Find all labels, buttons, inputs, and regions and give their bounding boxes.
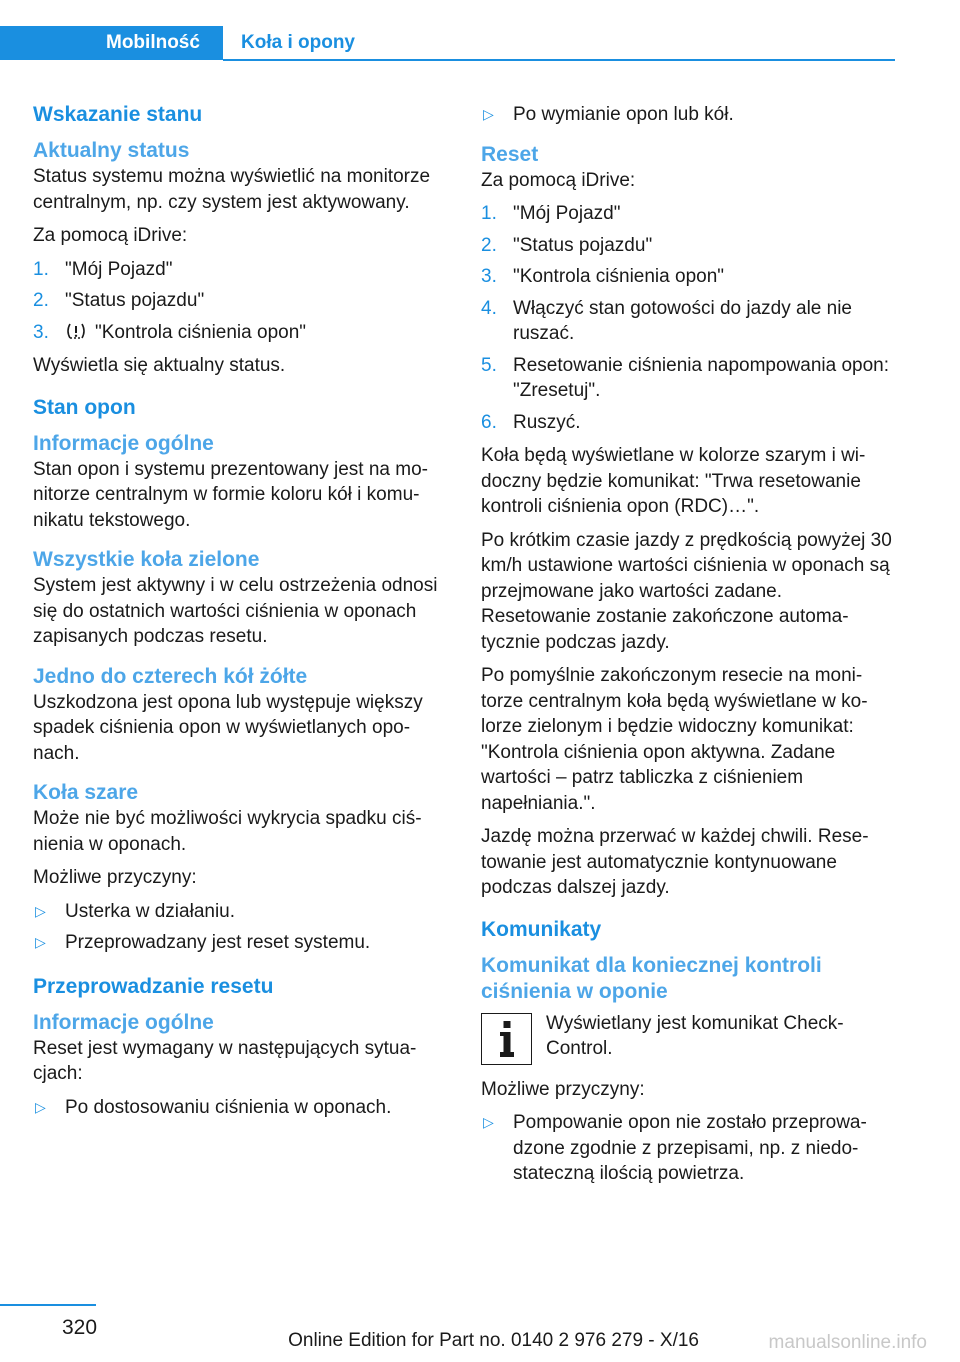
heading-reset: Reset — [481, 142, 539, 166]
paragraph-general: Stan opon i systemu prezentowany jest na monitorze centralnym w formie koloru kół i komunikatu tekstowego. — [33, 458, 428, 531]
paragraph-reset-needed: Reset jest wymagany w następujących sytuacjach: — [33, 1037, 417, 1084]
list-item: 2. "Status pojazdu" — [481, 234, 653, 256]
list-item: ▷ Usterka w działaniu. — [33, 899, 445, 925]
left-column — [33, 102, 445, 1128]
header-divider — [223, 59, 895, 61]
bullet-triangle-icon: ▷ — [483, 1114, 494, 1130]
bullet-triangle-icon: ▷ — [483, 106, 494, 122]
paragraph-causes: Możliwe przyczyny: — [33, 867, 197, 888]
list-item: ▷ Po wymianie opon lub kół. — [481, 102, 893, 128]
list-item: 5. Resetowanie ciśnienia napompowania opon: "Zresetuj". — [481, 354, 890, 401]
list-item: 1. "Mój Pojazd" — [481, 203, 621, 224]
tab-kola-i-opony[interactable]: Koła i opony — [241, 32, 355, 53]
list-item: 2. "Status pojazdu" — [33, 290, 205, 311]
heading-aktualny-status: Aktualny status — [33, 139, 190, 162]
heading-stan-opon: Stan opon — [33, 395, 136, 419]
bullet-triangle-icon: ▷ — [35, 1098, 46, 1115]
bullet-triangle-icon: ▷ — [35, 902, 46, 919]
check-control-note — [481, 1011, 893, 1065]
list-item: ▷ Pompowanie opon nie zostało przeprowadzone zgodnie z przepisami, np. z niedostateczną ilością powietrza. — [483, 1112, 867, 1184]
paragraph-interrupt: Jazdę można przerwać w każdej chwili. Resetowanie jest automatycznie kontynuowane podczas dalszej jazdy. — [481, 826, 869, 898]
paragraph-shows-status: Wyświetla się aktualny status. — [33, 355, 286, 376]
list-item: 6. Ruszyć. — [481, 411, 581, 433]
bullet-triangle-icon: ▷ — [35, 934, 46, 950]
heading-wszystkie-zielone: Wszystkie koła zielone — [33, 548, 260, 571]
causes-list-2 — [481, 1110, 893, 1187]
header-tabs — [0, 26, 355, 60]
heading-zolte: Jedno do czterech kół żółte — [33, 664, 308, 688]
reset-steps-list — [481, 201, 893, 435]
heading-komunikaty: Komunikaty — [481, 917, 602, 941]
list-item: 1. "Mój Pojazd" — [33, 258, 173, 280]
heading-komunikat-kontroli: Komunikat dla koniecznej kontroli ciśnienia w oponie — [481, 953, 822, 1003]
reset-cases-list — [33, 1095, 445, 1121]
paragraph-grey-display: Koła będą wyświetlane w kolorze szarym i widoczny będzie komunikat: "Trwa resetowanie kontroli ciśnienia opon (RDC)…". — [481, 445, 866, 517]
page-number: 320 — [62, 1316, 98, 1339]
heading-przeprowadzanie-resetu: Przeprowadzanie resetu — [33, 974, 274, 998]
info-icon — [481, 1013, 532, 1065]
paragraph-grey: Może nie być możliwości wykrycia spadku ciśnienia w oponach. — [33, 808, 422, 855]
watermark: manualsonline.info — [768, 1332, 927, 1353]
list-item: 3. "Kontrola ciśnienia opon" — [33, 321, 307, 343]
heading-kola-szare: Koła szare — [33, 781, 139, 804]
right-column — [481, 102, 893, 1195]
paragraph-idrive: Za pomocą iDrive: — [33, 225, 188, 246]
paragraph-current-status: Status systemu można wyświetlić na monitorze centralnym, np. czy system jest aktywowany. — [33, 166, 431, 213]
note-text: Wyświetlany jest komunikat Check-Control. — [546, 1012, 844, 1059]
tab-mobilnosc[interactable]: Mobilność — [0, 26, 223, 60]
list-item: ▷ Po dostosowaniu ciśnienia w oponach. — [33, 1095, 445, 1121]
paragraph-yellow: Uszkodzona jest opona lub występuje większy spadek ciśnienia opon w wyświetlanych oponach. — [33, 691, 423, 764]
list-item: 4. Włączyć stan gotowości do jazdy ale nie ruszać. — [481, 297, 852, 344]
tire-pressure-warning-icon — [65, 322, 87, 340]
paragraph-speed: Po krótkim czasie jazdy z prędkością powyżej 30 km/h ustawione wartości ciśnienia w oponach są przejmowane jako wartości zadane. Resetowanie zostanie zakończone automatycznie podczas jazdy. — [481, 529, 892, 653]
paragraph-idrive-2: Za pomocą iDrive: — [481, 169, 636, 191]
causes-list — [33, 899, 445, 956]
heading-informacje-ogolne-2: Informacje ogólne — [33, 1010, 214, 1034]
heading-informacje-ogolne: Informacje ogólne — [33, 431, 214, 455]
footer-divider — [0, 1304, 96, 1306]
paragraph-green: System jest aktywny i w celu ostrzeżenia odnosi się do ostatnich wartości ciśnienia w oponach zapisanych podczas resetu. — [33, 575, 438, 647]
status-steps-list — [33, 257, 445, 346]
heading-wskazanie-stanu: Wskazanie stanu — [33, 103, 203, 126]
list-item: ▷ Przeprowadzany jest reset systemu. — [33, 930, 445, 956]
paragraph-causes-2: Możliwe przyczyny: — [481, 1078, 645, 1100]
footer-edition: Online Edition for Part no. 0140 2 976 279 - X/16 — [288, 1330, 699, 1351]
reset-cases-list-cont — [481, 102, 893, 128]
paragraph-success: Po pomyślnie zakończonym resecie na monitorze centralnym koła będą wyświetlane w kolorze zielonym i będzie widoczny komunikat: "Kontrola ciśnienia opon aktywna. Zadane wartości – patrz tabliczka z ciśnieniem napełniania.". — [481, 665, 868, 814]
list-item: 3. "Kontrola ciśnienia opon" — [481, 266, 725, 287]
